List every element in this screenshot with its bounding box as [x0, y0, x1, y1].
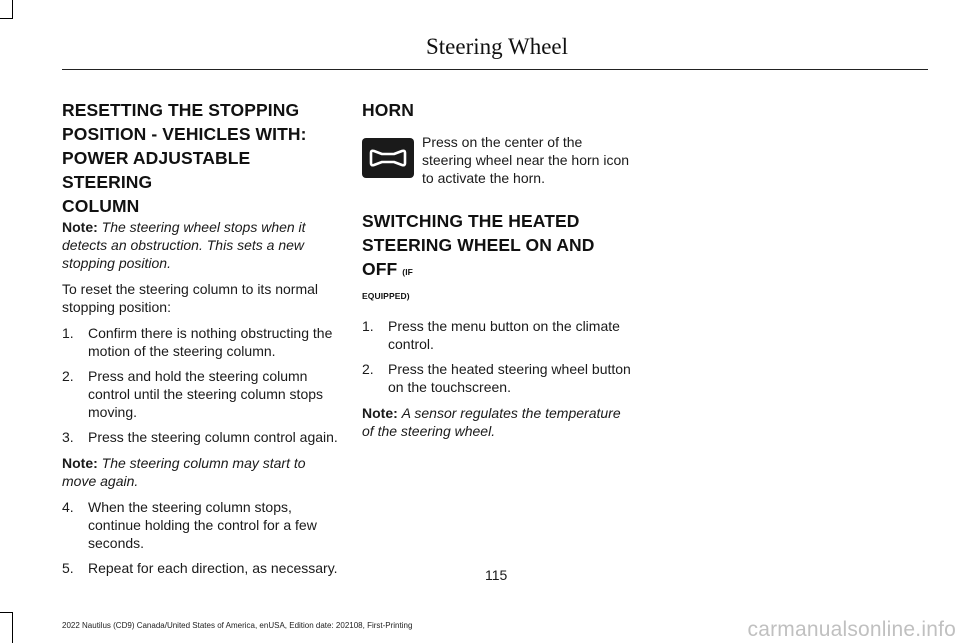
step-text: Confirm there is nothing obstructing the motion of the steering column. [88, 325, 333, 359]
resetting-heading-line: RESETTING THE STOPPING [62, 100, 300, 120]
reset-steps-list [62, 324, 338, 446]
list-item [362, 317, 634, 353]
step-number: 2. [362, 361, 374, 377]
horn-icon-glyph [368, 145, 408, 171]
if-equipped-qualifier: EQUIPPED) [362, 291, 410, 301]
heated-heading-line: STEERING WHEEL ON AND OFF [362, 235, 595, 279]
note-label: Note: [62, 219, 98, 235]
step-text: Press the steering column control again. [88, 429, 338, 445]
resetting-heading-line: POWER ADJUSTABLE STEERING [62, 148, 251, 192]
note-obstruction [62, 218, 338, 272]
step-number: 3. [62, 429, 74, 445]
step-text: When the steering column stops, continue holding the control for a few seconds. [88, 499, 317, 551]
crop-mark-bottom [0, 612, 13, 643]
edition-footer: 2022 Nautilus (CD9) Canada/United States of America, enUSA, Edition date: 202108, First-Printing [62, 621, 413, 630]
page-title: Steering Wheel [426, 34, 568, 59]
resetting-heading-line: POSITION - VEHICLES WITH: [62, 124, 307, 144]
step-number: 1. [62, 325, 74, 341]
step-text: Repeat for each direction, as necessary. [88, 560, 338, 576]
if-equipped-qualifier: (IF [402, 267, 413, 277]
page-number: 115 [485, 567, 508, 583]
note-label: Note: [362, 405, 398, 421]
step-number: 4. [62, 499, 74, 515]
intro-text: To reset the steering column to its normal stopping position: [62, 281, 319, 315]
note-text: A sensor regulates the temperature of the steering wheel. [362, 405, 621, 439]
step-number: 1. [362, 318, 374, 334]
list-item [62, 428, 338, 446]
left-column [62, 98, 338, 585]
horn-description: Press on the center of the steering wheel near the horn icon to activate the horn. [422, 134, 630, 186]
note-sensor [362, 404, 634, 440]
list-item [62, 367, 338, 421]
horn-instruction [362, 133, 634, 187]
step-text: Press and hold the steering column control until the steering column stops moving. [88, 368, 324, 420]
step-text: Press the heated steering wheel button on the touchscreen. [388, 361, 631, 395]
step-number: 5. [62, 560, 74, 576]
horn-icon [362, 138, 414, 178]
header-rule [62, 69, 928, 70]
list-item [62, 324, 338, 360]
heated-steps-list [362, 317, 634, 396]
watermark: carmanualsonline.info [747, 618, 956, 641]
heated-heading-line: SWITCHING THE HEATED [362, 211, 580, 231]
list-item [62, 559, 338, 577]
note-move-again [62, 454, 338, 490]
reset-steps-list-continued [62, 498, 338, 577]
resetting-heading-line: COLUMN [62, 196, 140, 216]
resetting-heading [62, 98, 338, 218]
list-item [62, 498, 338, 552]
note-text: The steering column may start to move again. [62, 455, 306, 489]
crop-mark-top [0, 0, 13, 19]
heated-wheel-heading [362, 209, 634, 301]
list-item [362, 360, 634, 396]
note-label: Note: [62, 455, 98, 471]
note-text: The steering wheel stops when it detects an obstruction. This sets a new stopping position. [62, 219, 306, 271]
step-text: Press the menu button on the climate control. [388, 318, 620, 352]
step-number: 2. [62, 368, 74, 384]
horn-heading: HORN [362, 100, 414, 120]
right-column [362, 98, 634, 448]
